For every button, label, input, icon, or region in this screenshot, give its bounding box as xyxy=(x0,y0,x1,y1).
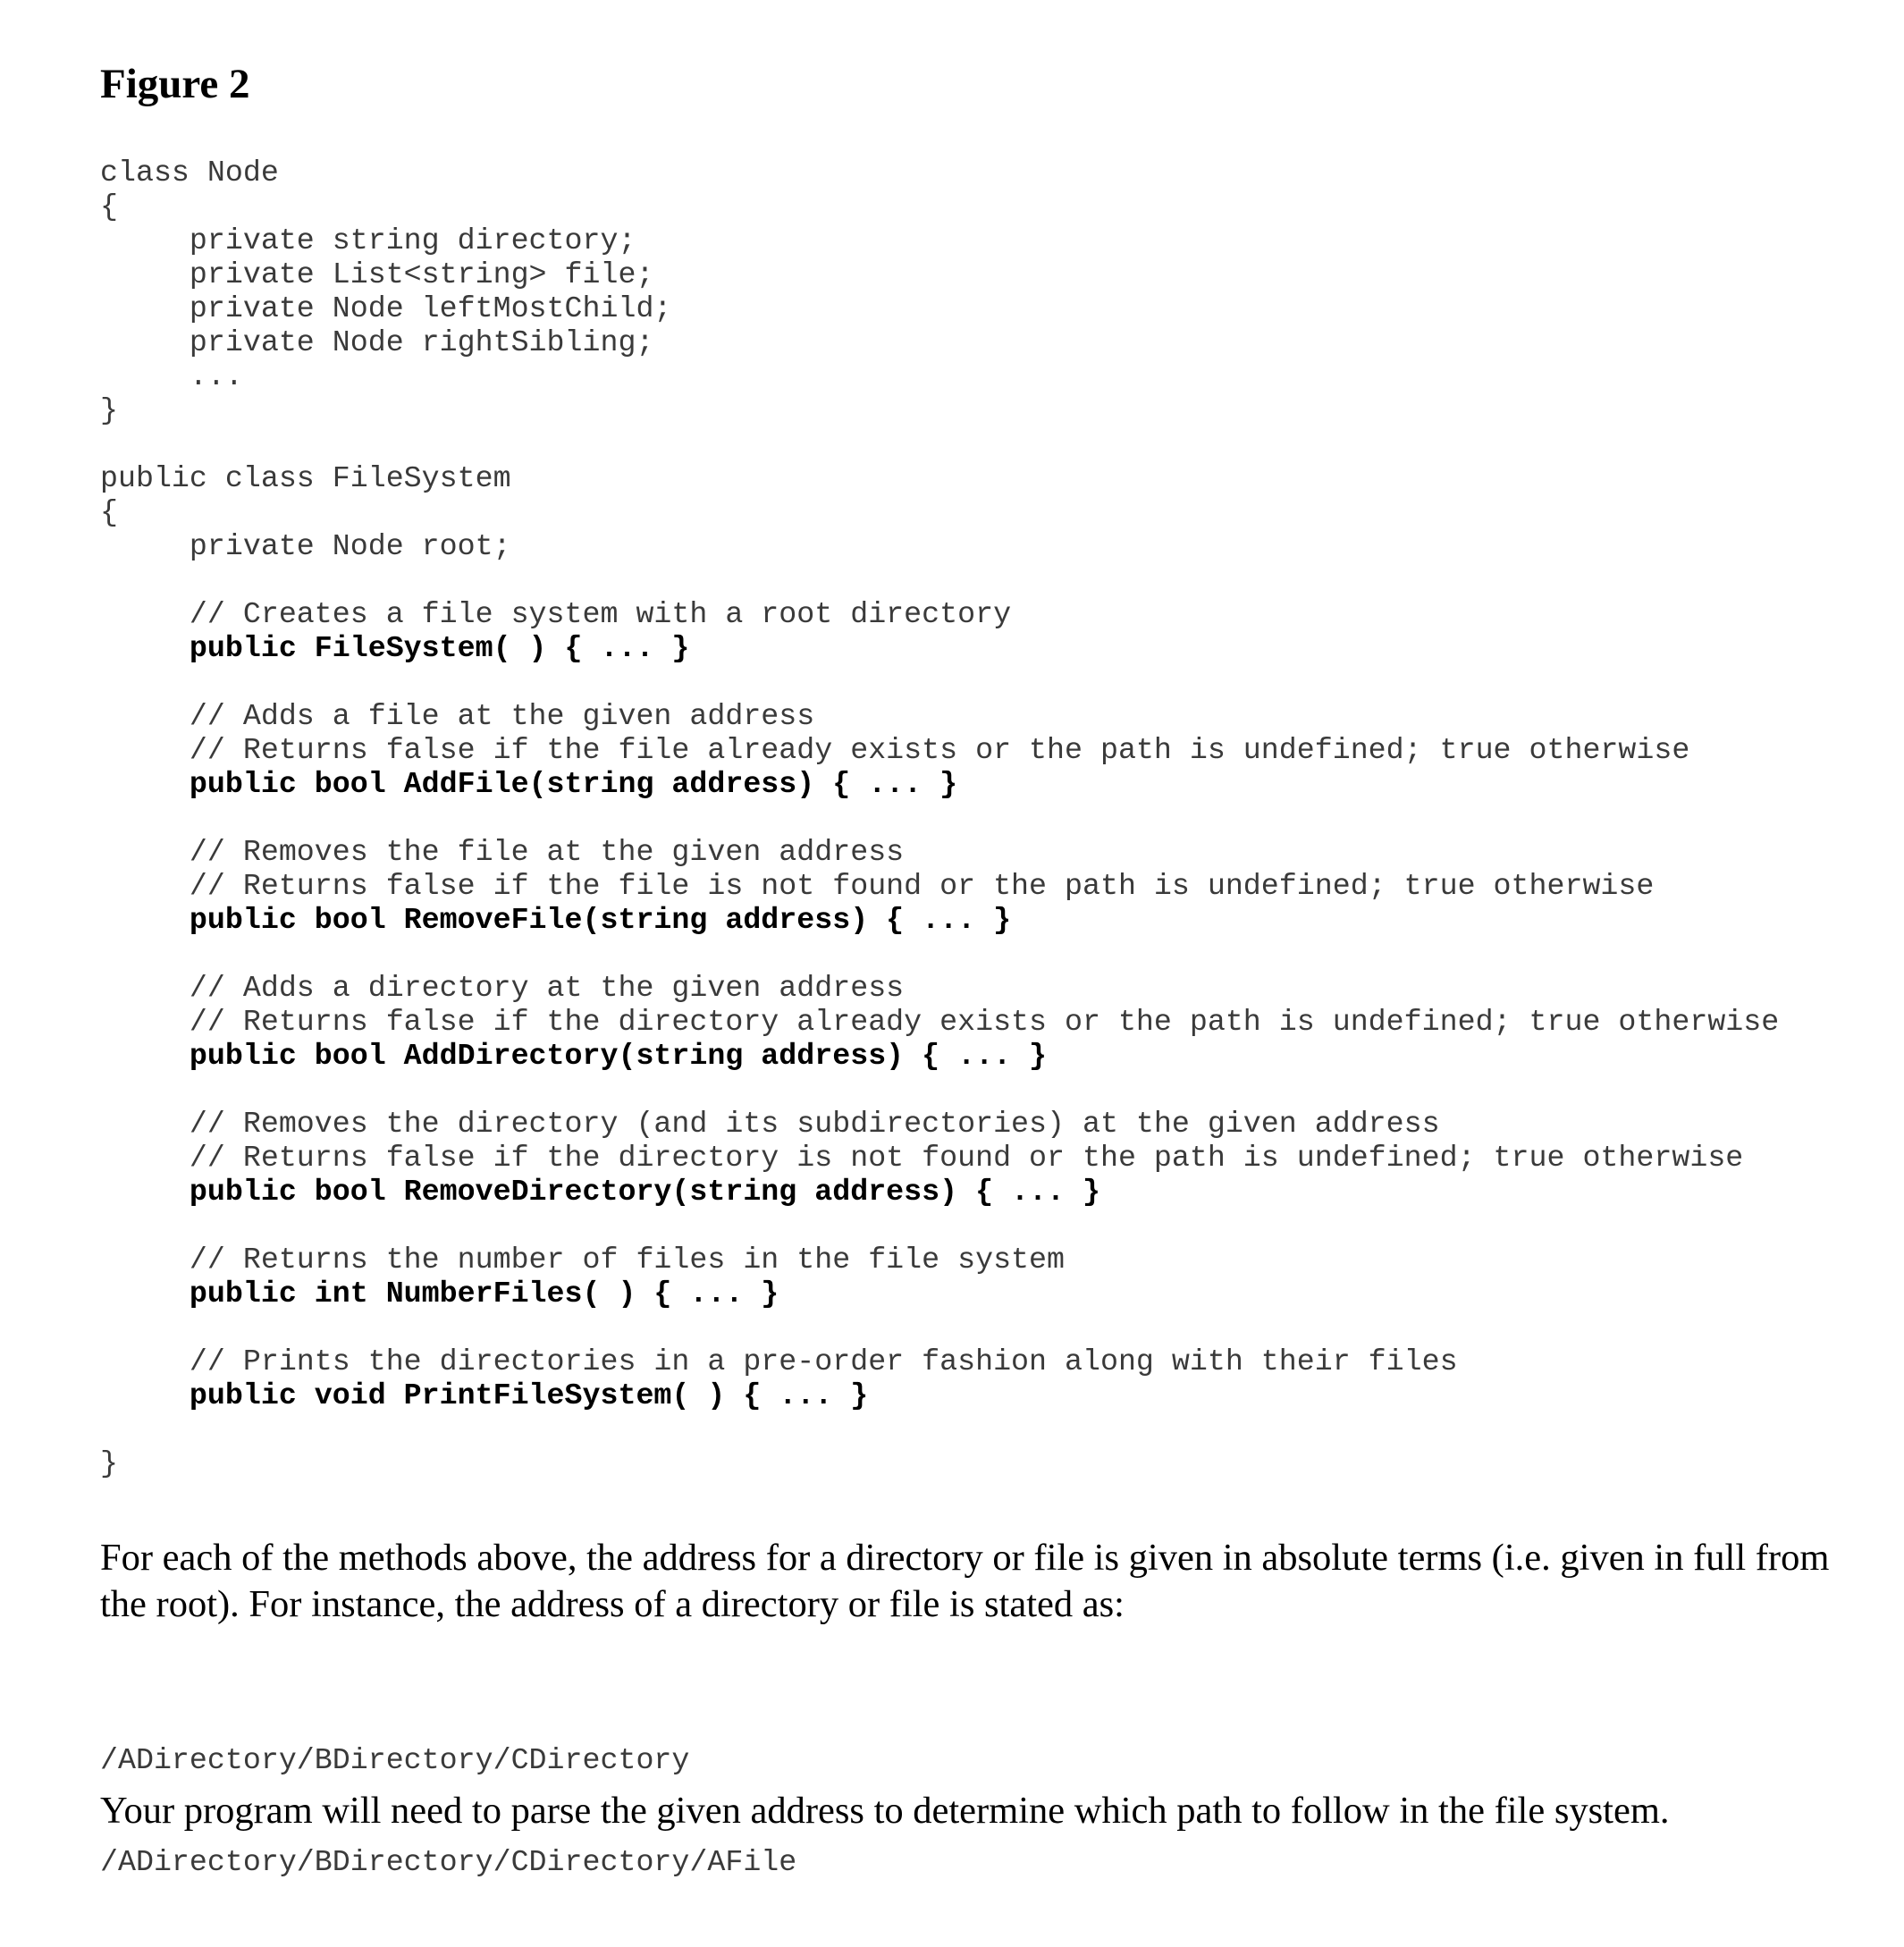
code-block xyxy=(100,156,1779,1480)
code-line: { xyxy=(100,495,118,529)
code-line: // Returns false if the file already exists or the path is undefined; true otherwise xyxy=(100,733,1690,767)
code-blank-line xyxy=(100,1073,1779,1107)
code-line: public void PrintFileSystem( ) { ... } xyxy=(100,1378,869,1412)
code-line: ... xyxy=(100,359,243,393)
code-blank-line xyxy=(100,1412,1779,1446)
code-line: public bool AddFile(string address) { ... } xyxy=(100,767,958,801)
code-line: } xyxy=(100,1446,118,1480)
code-blank-line xyxy=(100,1209,1779,1243)
code-line: public class FileSystem xyxy=(100,461,511,495)
example-path-directory: /ADirectory/BDirectory/CDirectory xyxy=(100,1743,690,1777)
code-line: private string directory; xyxy=(100,223,636,257)
code-line: private List<string> file; xyxy=(100,257,654,291)
code-line: // Adds a directory at the given address xyxy=(100,971,905,1005)
code-blank-line xyxy=(100,1311,1779,1344)
code-line: private Node rightSibling; xyxy=(100,325,654,359)
code-line: class Node xyxy=(100,156,279,190)
code-line: private Node root; xyxy=(100,529,511,563)
code-line: } xyxy=(100,393,118,427)
code-line: public bool RemoveFile(string address) { ... } xyxy=(100,903,1012,937)
code-line: public FileSystem( ) { ... } xyxy=(100,631,690,665)
code-line: // Returns false if the directory is not found or the path is undefined; true otherwise xyxy=(100,1141,1744,1175)
example-path-file: /ADirectory/BDirectory/CDirectory/AFile xyxy=(100,1845,797,1879)
code-line: public bool RemoveDirectory(string address) { ... } xyxy=(100,1175,1100,1209)
code-blank-line xyxy=(100,937,1779,971)
code-line: public bool AddDirectory(string address) { ... } xyxy=(100,1039,1048,1073)
code-blank-line xyxy=(100,801,1779,835)
code-line: // Removes the directory (and its subdirectories) at the given address xyxy=(100,1107,1440,1141)
code-blank-line xyxy=(100,665,1779,699)
code-line: // Creates a file system with a root directory xyxy=(100,597,1012,631)
code-line: public int NumberFiles( ) { ... } xyxy=(100,1277,779,1311)
paragraph-parse-address: Your program will need to parse the given address to determine which path to follow in the file system. xyxy=(100,1790,1670,1832)
figure-title: Figure 2 xyxy=(100,61,250,107)
code-line: private Node leftMostChild; xyxy=(100,291,672,325)
code-line: // Removes the file at the given address xyxy=(100,835,905,869)
code-blank-line xyxy=(100,563,1779,597)
paragraph-address-format: For each of the methods above, the address for a directory or file is given in absolute terms (i.e. given in full from the root). For instance, the address of a directory or file is stated as: xyxy=(100,1537,1830,1625)
code-line: // Returns false if the file is not found or the path is undefined; true otherwise xyxy=(100,869,1655,903)
code-line: // Returns the number of files in the file system xyxy=(100,1243,1065,1277)
code-line: // Returns false if the directory already exists or the path is undefined; true otherwise xyxy=(100,1005,1780,1039)
code-line: // Prints the directories in a pre-order fashion along with their files xyxy=(100,1344,1458,1378)
code-line: // Adds a file at the given address xyxy=(100,699,815,733)
code-line: { xyxy=(100,190,118,223)
code-blank-line xyxy=(100,427,1779,461)
